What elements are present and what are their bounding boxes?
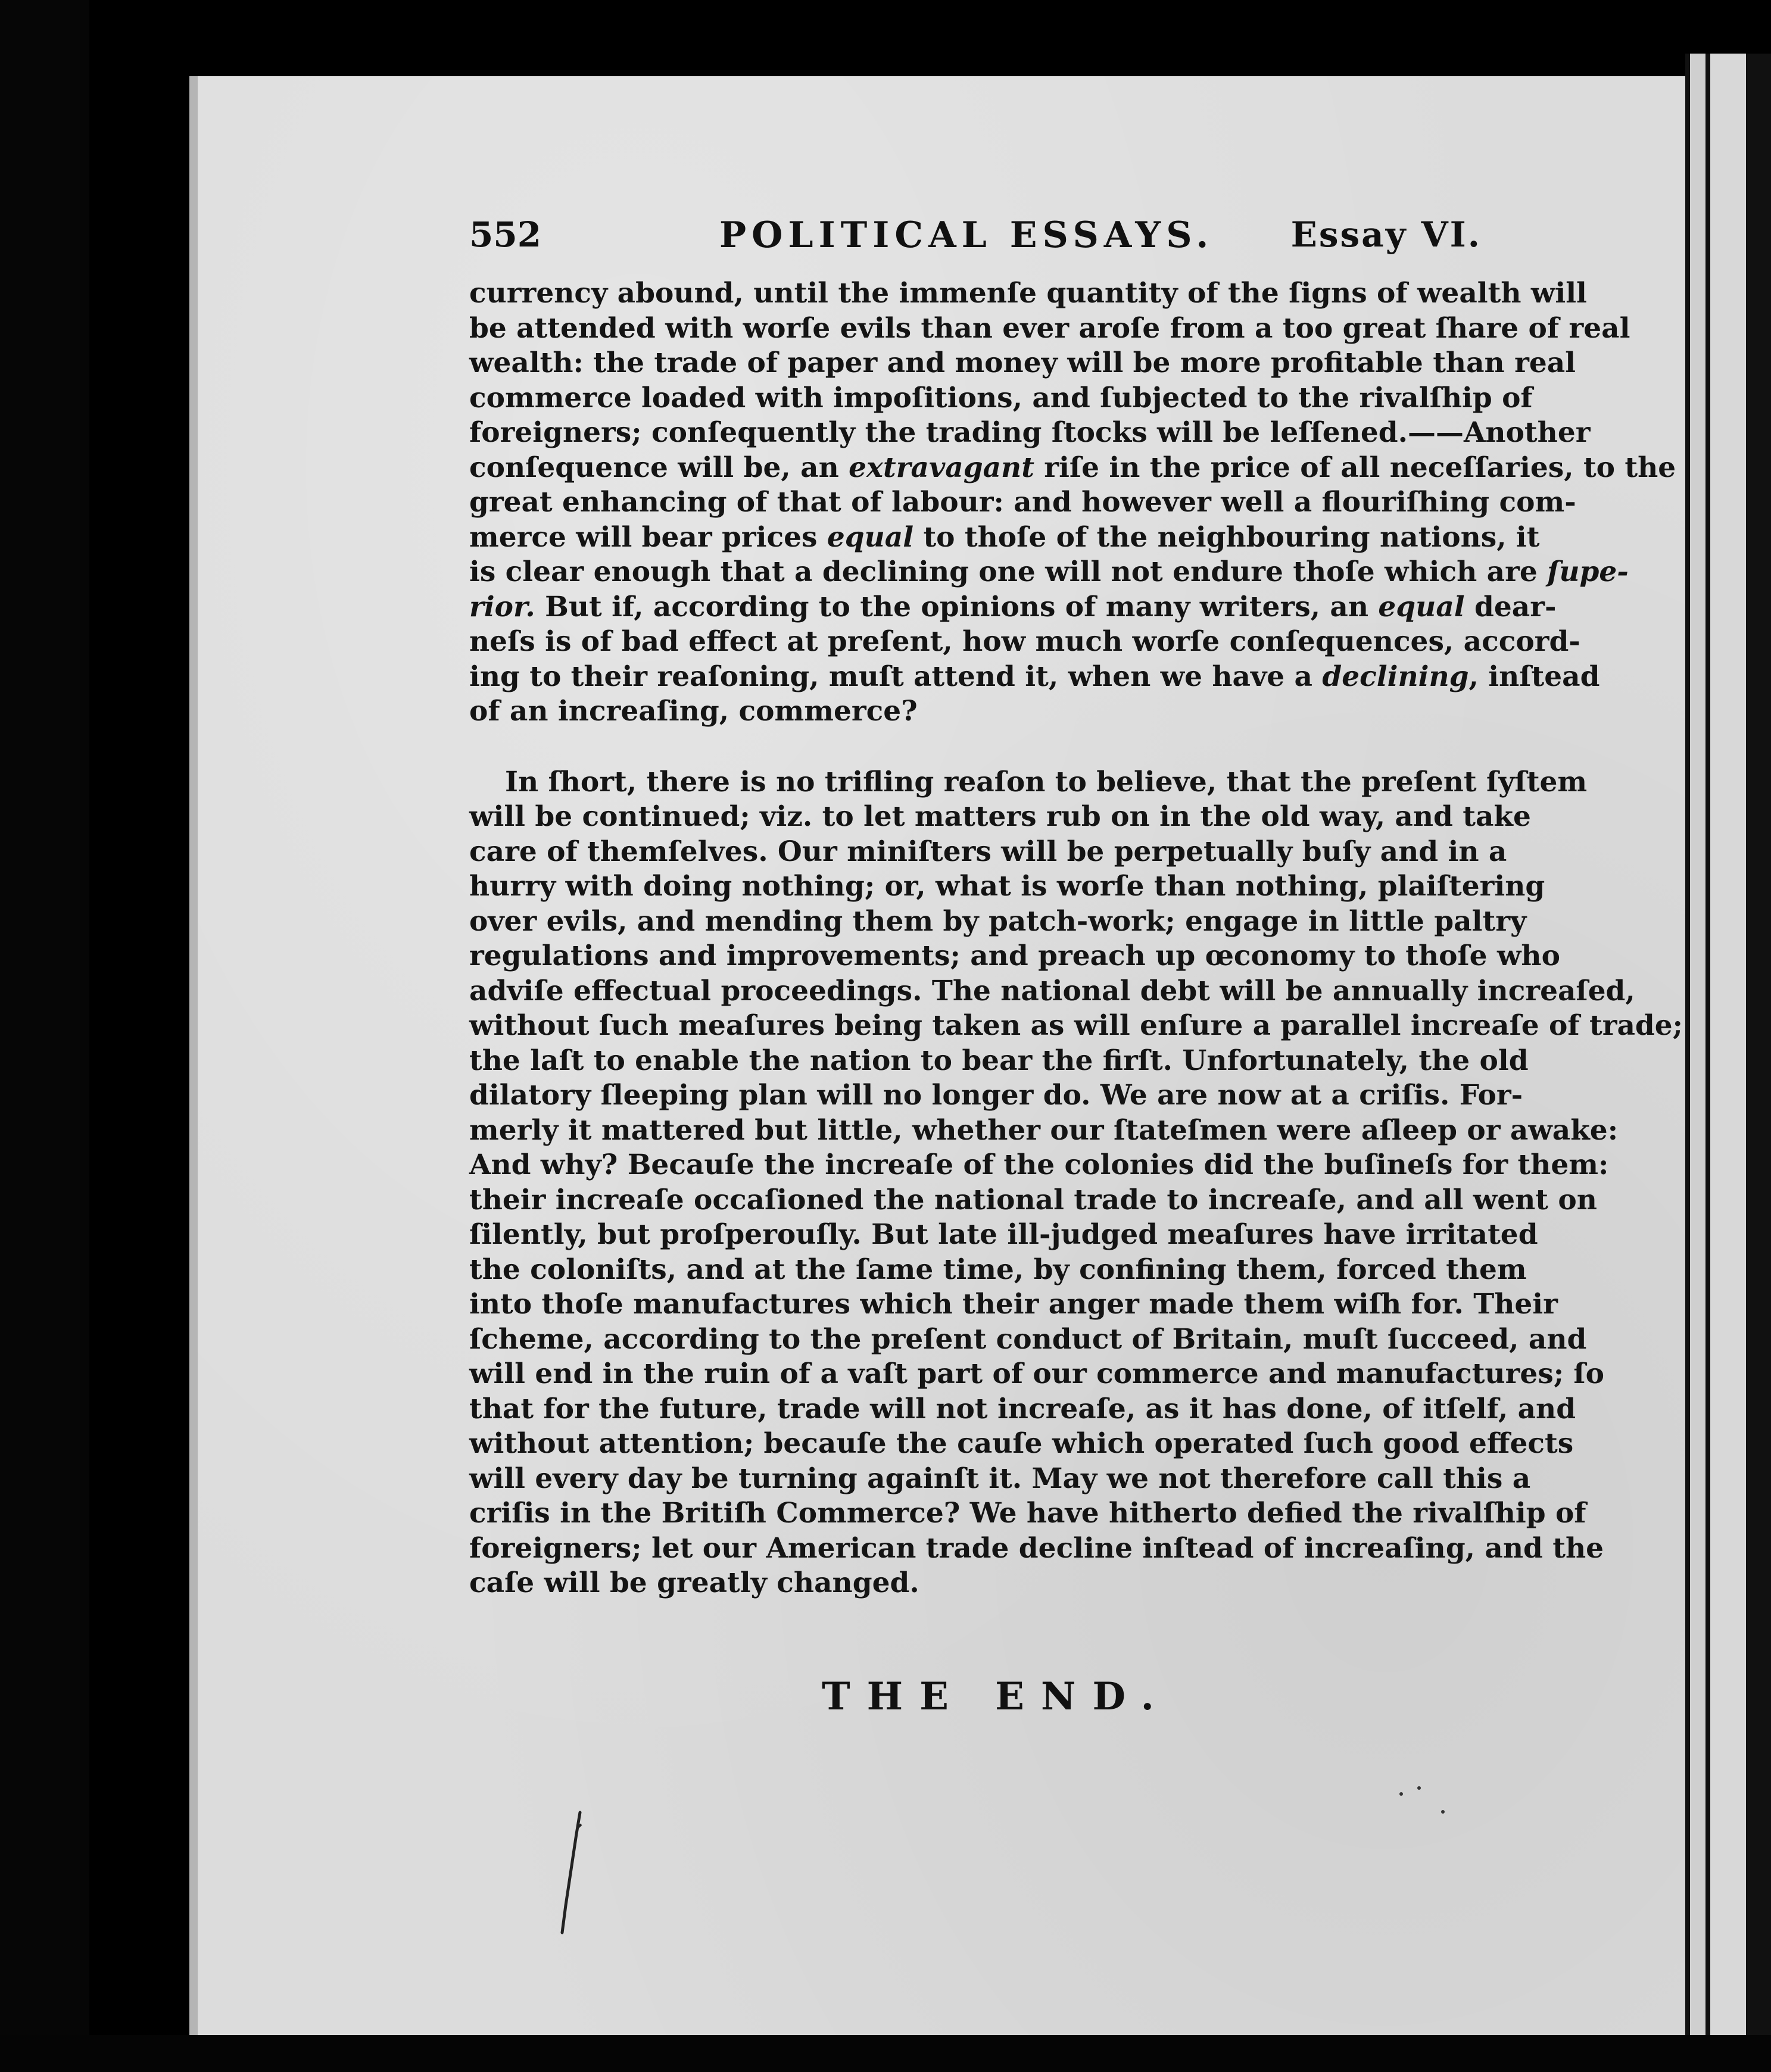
text-segment: riſe in the price of all neceſſaries, to the	[1034, 451, 1676, 484]
italic-word: declining	[1322, 660, 1469, 693]
text-line: care of themſelves. Our miniſters will be perpetually buſy and in a	[469, 835, 1507, 868]
ink-stroke-mark	[560, 1810, 584, 1935]
text-line: without attention; becauſe the cauſe which operated ſuch good effects	[469, 1427, 1574, 1460]
text-line: that for the future, trade will not increaſe, as it has done, of itſelf, and	[469, 1392, 1576, 1425]
text-line	[469, 590, 1557, 625]
text-line: ſcheme, according to the preſent conduct of Britain, muſt ſucceed, and	[469, 1322, 1587, 1356]
text-line: without ſuch meaſures being taken as will enſure a parallel increaſe of trade;	[469, 1009, 1683, 1042]
text-segment: is clear enough that a declining one will not endure thoſe which are	[469, 556, 1548, 588]
page-number: 552	[469, 214, 542, 255]
paper-speck	[1441, 1810, 1445, 1814]
text-line: over evils, and mending them by patch-work; engage in little paltry	[469, 904, 1527, 938]
paragraph-2	[469, 765, 1683, 1601]
text-line: In ſhort, there is no trifling reaſon to believe, that the preſent ſyſtem	[505, 765, 1588, 798]
text-line: caſe will be greatly changed.	[469, 1567, 919, 1599]
text-segment: merce will bear prices	[469, 520, 827, 554]
text-line: regulations and improvements; and preach up œconomy to thoſe who	[469, 940, 1560, 972]
text-segment: conſequence will be, an	[469, 451, 849, 484]
italic-word: rior.	[469, 590, 535, 623]
text-line: be attended with worſe evils than ever aroſe from a too great ſhare of real	[469, 311, 1630, 345]
text-line: will be continued; viz. to let matters rub on in the old way, and take	[469, 800, 1531, 833]
text-line: criſis in the Britiſh Commerce? We have hitherto defied the rivalſhip of	[469, 1497, 1586, 1530]
text-line: the coloniſts, and at the ſame time, by confining them, forced them	[469, 1253, 1527, 1286]
italic-word: extravagant	[849, 451, 1034, 484]
text-line: will end in the ruin of a vaſt part of our commerce and manufactures; ſo	[469, 1358, 1605, 1390]
italic-word: ſupe-	[1547, 556, 1629, 588]
text-segment: But if, according to the opinions of many writers, an	[535, 590, 1379, 623]
text-segment: to thoſe of the neighbouring nations, it	[913, 520, 1540, 554]
text-line: hurry with doing nothing; or, what is worſe than nothing, plaiſtering	[469, 870, 1545, 903]
the-end-label: THE END.	[822, 1674, 1171, 1719]
text-line: commerce loaded with impoſitions, and ſubjected to the rivalſhip of	[469, 381, 1533, 414]
text-line: neſs is of bad effect at preſent, how much worſe conſequences, accord-	[469, 625, 1580, 658]
text-line	[469, 555, 1629, 590]
text-line: of an increaſing, commerce?	[469, 695, 918, 728]
text-line: dilatory ſleeping plan will no longer do. We are now at a criſis. For-	[469, 1079, 1523, 1112]
essay-label: Essay VI.	[1290, 214, 1482, 255]
text-segment: dear-	[1464, 590, 1557, 623]
text-line: into thoſe manufactures which their anger made them wiſh for. Their	[469, 1288, 1558, 1321]
text-line	[469, 660, 1600, 695]
paragraph-1	[469, 276, 1676, 729]
adjacent-leaf	[1710, 54, 1746, 2072]
text-line: foreigners; conſequently the trading ſtocks will be leſſened.——Another	[469, 416, 1591, 449]
page-edge	[189, 76, 198, 2035]
text-line	[469, 520, 1540, 556]
text-line: And why? Becauſe the increaſe of the colonies did the buſineſs for them:	[469, 1149, 1609, 1181]
text-line: great enhancing of that of labour: and however well a flouriſhing com-	[469, 486, 1576, 519]
paragraph-gap	[469, 729, 1482, 765]
running-header	[469, 214, 1482, 262]
body-text	[469, 276, 1683, 1601]
text-line: merly it mattered but little, whether our ſtateſmen were aſleep or awake:	[469, 1113, 1619, 1147]
text-segment: , inſtead	[1468, 660, 1600, 693]
paper-speck	[1399, 1792, 1403, 1796]
text-line: their increaſe occaſioned the national trade to increaſe, and all went on	[469, 1183, 1597, 1216]
scan-border-bottom	[0, 2035, 1771, 2072]
text-line	[469, 451, 1676, 486]
adjacent-leaf-edge	[1690, 54, 1705, 2072]
paper-speck	[1417, 1786, 1421, 1790]
text-line: wealth: the trade of paper and money will be more profitable than real	[469, 347, 1576, 379]
scan-border-left	[0, 0, 89, 2072]
text-line: will every day be turning againſt it. May we not therefore call this a	[469, 1462, 1531, 1495]
text-segment: ing to their reaſoning, muſt attend it, when we have a	[469, 660, 1323, 693]
italic-word: equal	[1378, 590, 1465, 623]
text-line: the laſt to enable the nation to bear the firſt. Unfortunately, the old	[469, 1044, 1529, 1077]
italic-word: equal	[827, 520, 914, 554]
running-title: POLITICAL ESSAYS.	[719, 214, 1214, 256]
text-line: ſilently, but proſperouſly. But late ill-judged meaſures have irritated	[469, 1218, 1538, 1251]
text-line: foreigners; let our American trade decline inſtead of increaſing, and the	[469, 1531, 1604, 1565]
text-line: adviſe effectual proceedings. The national debt will be annually increaſed,	[469, 974, 1635, 1007]
text-line: currency abound, until the immenſe quantity of the ſigns of wealth will	[469, 277, 1587, 310]
